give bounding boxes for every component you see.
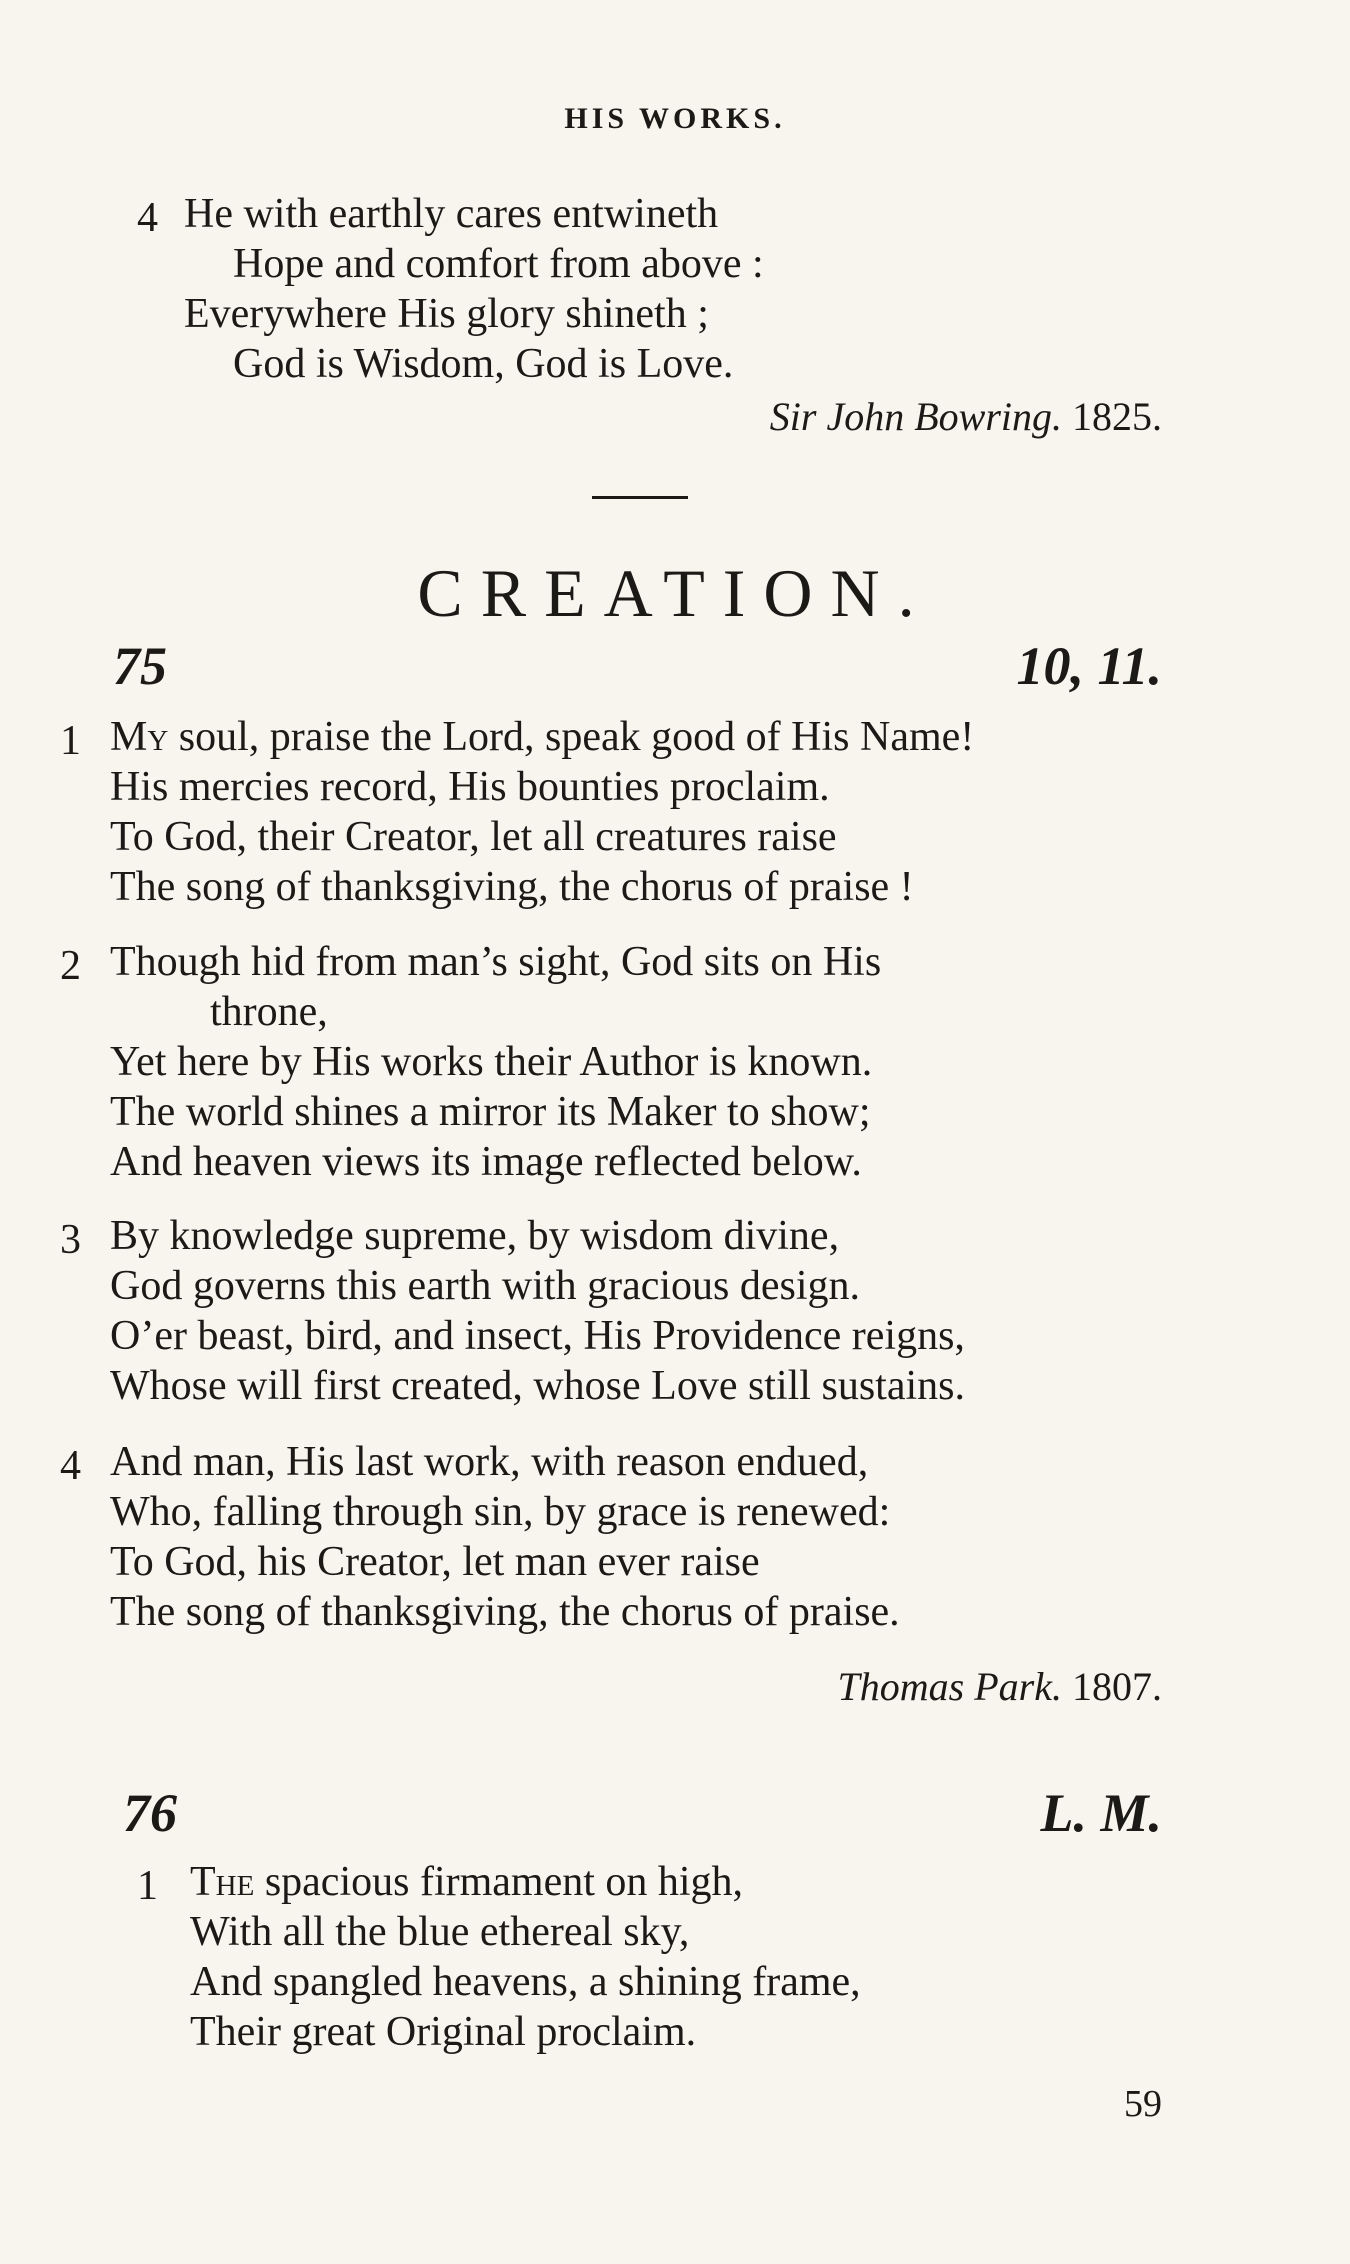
first-line-rest: spacious firmament on high,	[254, 1859, 744, 1905]
verse-line: Who, falling through sin, by grace is renewed:	[110, 1489, 891, 1535]
verse-line: And man, His last work, with reason endued,	[110, 1439, 869, 1485]
first-line-rest: soul, praise the Lord, speak good of His Name!	[168, 714, 975, 760]
stanza-number: 4	[137, 195, 158, 241]
verse-line: God is Wisdom, God is Love.	[233, 341, 734, 387]
verse-line: Whose will first created, whose Love still sustains.	[110, 1363, 965, 1409]
verse-line: The song of thanksgiving, the chorus of praise !	[110, 864, 914, 910]
hymn-number: 75	[113, 636, 167, 696]
section-divider	[592, 496, 688, 499]
verse-line: He with earthly cares entwineth	[184, 191, 719, 237]
verse-line	[190, 1857, 743, 1907]
hymn-attribution	[838, 1663, 1162, 1710]
verse-line: By knowledge supreme, by wisdom divine,	[110, 1213, 840, 1259]
section-title: CREATION.	[417, 555, 933, 631]
running-head: HIS WORKS.	[564, 102, 786, 135]
verse-line: God governs this earth with gracious design.	[110, 1263, 861, 1309]
stanza-number: 2	[60, 943, 81, 989]
author-year: 1825.	[1072, 394, 1162, 439]
stanza-number: 3	[60, 1217, 81, 1263]
stanza-number: 1	[137, 1863, 158, 1909]
verse-line: His mercies record, His bounties proclaim.	[110, 764, 830, 810]
stanza-number: 1	[60, 718, 81, 764]
verse-line: And heaven views its image reflected below.	[110, 1139, 862, 1185]
page-number: 59	[1124, 2083, 1162, 2125]
verse-line: Yet here by His works their Author is known.	[110, 1039, 873, 1085]
author-year: 1807.	[1072, 1664, 1162, 1709]
verse-line-continuation: throne,	[210, 989, 328, 1035]
verse-line: Though hid from man’s sight, God sits on His	[110, 939, 882, 985]
author-name: Thomas Park.	[837, 1664, 1062, 1709]
verse-line: Hope and comfort from above :	[233, 241, 764, 287]
hymn-meter: L. M.	[1040, 1783, 1162, 1843]
verse-line: And spangled heavens, a shining frame,	[190, 1959, 861, 2005]
verse-line: With all the blue ethereal sky,	[190, 1909, 690, 1955]
verse-line: To God, his Creator, let man ever raise	[110, 1539, 760, 1585]
verse-line: The song of thanksgiving, the chorus of praise.	[110, 1589, 900, 1635]
author-name: Sir John Bowring.	[769, 394, 1062, 439]
verse-line: Everywhere His glory shineth ;	[184, 291, 709, 337]
first-word: The	[190, 1859, 255, 1905]
verse-line: Their great Original proclaim.	[190, 2009, 697, 2055]
hymn-attribution	[770, 393, 1162, 440]
first-word: My	[110, 714, 169, 760]
verse-line	[110, 712, 974, 762]
stanza-number: 4	[60, 1443, 81, 1489]
verse-line: The world shines a mirror its Maker to show;	[110, 1089, 871, 1135]
hymn-meter: 10, 11.	[1016, 636, 1162, 696]
verse-line: O’er beast, bird, and insect, His Providence reigns,	[110, 1313, 965, 1359]
hymn-number: 76	[123, 1783, 177, 1843]
verse-line: To God, their Creator, let all creatures raise	[110, 814, 837, 860]
